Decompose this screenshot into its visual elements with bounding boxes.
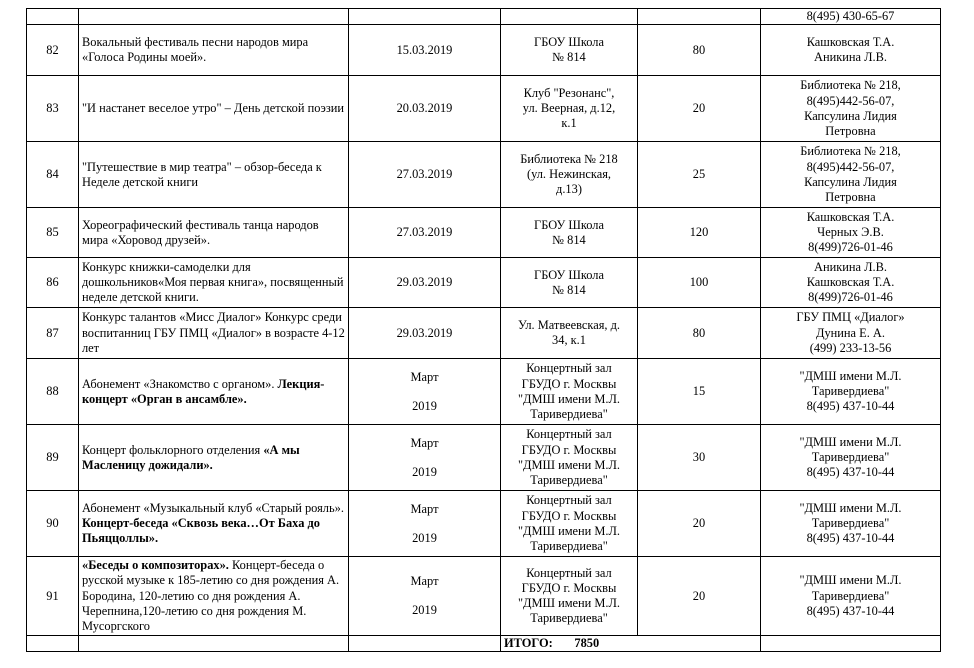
cell-responsible bbox=[761, 258, 941, 308]
cell-place bbox=[501, 142, 638, 208]
name-segment: Лекция-концерт «Орган в ансамбле». bbox=[82, 376, 325, 406]
table-row bbox=[27, 76, 941, 142]
cell-line: № 814 bbox=[552, 50, 586, 65]
cell-line: "ДМШ имени М.Л. bbox=[517, 457, 621, 472]
cell-place bbox=[501, 25, 638, 76]
cell-date: 27.03.2019 bbox=[349, 208, 501, 258]
cell-responsible: 8(495) 430-65-67 bbox=[761, 9, 941, 25]
cell-line: ГБОУ Школа bbox=[534, 217, 604, 232]
cell-place bbox=[501, 76, 638, 142]
table-row bbox=[27, 258, 941, 308]
cell-line: 8(499)726-01-46 bbox=[808, 240, 893, 255]
table-row bbox=[27, 25, 941, 76]
cell-line: 8(495) 437-10-44 bbox=[806, 531, 895, 546]
cell-line: "ДМШ имени М.Л. bbox=[517, 596, 621, 611]
cell-count: 25 bbox=[638, 142, 761, 208]
cell-line: Таривердиева" bbox=[811, 450, 890, 465]
cell-count: 80 bbox=[638, 25, 761, 76]
name-segment: Концерт-беседа о русской музыке к 185-летию со дня рождения А. Бородина, 120-летию со дня рождения А. Черепнина,120-летию со дня рождения М. Мусоргского bbox=[82, 558, 340, 633]
table-row bbox=[27, 491, 941, 557]
cell-line: Таривердиева" bbox=[811, 384, 890, 399]
total-value: 7850 bbox=[574, 636, 600, 651]
cell-line: Петровна bbox=[825, 123, 876, 138]
cell-line: Петровна bbox=[825, 189, 876, 204]
cell-line: Кашковская Т.А. bbox=[806, 275, 895, 290]
cell-responsible bbox=[761, 308, 941, 359]
cell-num: 85 bbox=[27, 208, 79, 258]
cell-responsible bbox=[761, 76, 941, 142]
cell-line: Библиотека № 218 bbox=[520, 151, 618, 166]
cell-line: ГБОУ Школа bbox=[534, 267, 604, 282]
table-row bbox=[27, 208, 941, 258]
cell-line: ГБОУ Школа bbox=[534, 35, 604, 49]
cell-line: ГБУДО г. Москвы bbox=[521, 508, 617, 523]
cell-date: 29.03.2019 bbox=[349, 308, 501, 359]
cell-line: д.13) bbox=[556, 182, 582, 197]
table-row bbox=[27, 142, 941, 208]
cell-line: Капсулина Лидия bbox=[804, 108, 897, 123]
name-segment: «Беседы о композиторах». bbox=[82, 558, 229, 573]
cell-line: Клуб "Резонанс", bbox=[523, 85, 615, 100]
cell-line: Концертный зал bbox=[526, 361, 612, 376]
cell-line: 8(495) 437-10-44 bbox=[806, 399, 895, 414]
cell-count: 20 bbox=[638, 491, 761, 557]
date-year: 2019 bbox=[412, 464, 437, 479]
cell-num: 88 bbox=[27, 359, 79, 425]
cell-line: Таривердиева" bbox=[811, 588, 890, 603]
cell-date bbox=[349, 491, 501, 557]
name-segment: Хореографический фестиваль танца народов мира «Хоровод друзей». bbox=[82, 217, 319, 247]
cell-line: "ДМШ имени М.Л. bbox=[799, 434, 902, 449]
name-segment: Конкурс талантов «Мисс Диалог» Конкурс среди воспитанниц ГБУ ПМЦ «Диалог» в возрасте 4-12 лет bbox=[82, 310, 345, 355]
cell-line: Таривердиева" bbox=[530, 611, 608, 626]
cell-line: ГБУ ПМЦ «Диалог» bbox=[796, 310, 905, 325]
cell-line: к.1 bbox=[561, 116, 577, 131]
cell-line: Черных Э.В. bbox=[817, 225, 884, 240]
cell-line: 8(495) 437-10-44 bbox=[806, 603, 895, 618]
cell-date bbox=[349, 557, 501, 636]
cell-num: 82 bbox=[27, 25, 79, 76]
date-year: 2019 bbox=[412, 530, 437, 545]
cell-line: Концертный зал bbox=[526, 493, 612, 508]
cell-num: 86 bbox=[27, 258, 79, 308]
total-label: ИТОГО: bbox=[504, 636, 553, 651]
name-segment: Абонемент «Музыкальный клуб «Старый рояль». bbox=[82, 500, 344, 515]
cell-line: Концертный зал bbox=[526, 427, 612, 442]
name-segment: Конкурс книжки-самоделки для дошкольников«Моя первая книга», посвященный неделе детской книги. bbox=[82, 259, 344, 305]
cell-line: 34, к.1 bbox=[552, 333, 586, 348]
cell-line: 8(499)726-01-46 bbox=[808, 290, 893, 305]
cell-line: Таривердиева" bbox=[811, 516, 890, 531]
cell-date: 29.03.2019 bbox=[349, 258, 501, 308]
cell-date: 15.03.2019 bbox=[349, 25, 501, 76]
name-segment: Концерт фольклорного отделения bbox=[82, 442, 264, 457]
cell-count bbox=[638, 9, 761, 25]
cell-count: 20 bbox=[638, 557, 761, 636]
cell-line: Таривердиева" bbox=[530, 538, 608, 553]
cell-count: 120 bbox=[638, 208, 761, 258]
cell-line: 8(495)442-56-07, bbox=[806, 159, 895, 174]
cell-line: Капсулина Лидия bbox=[804, 174, 897, 189]
cell-date bbox=[349, 636, 501, 652]
cell-line: "ДМШ имени М.Л. bbox=[517, 391, 621, 406]
cell-line: "ДМШ имени М.Л. bbox=[799, 573, 902, 588]
table-row bbox=[27, 425, 941, 491]
table-row-total bbox=[27, 636, 941, 652]
cell-place bbox=[501, 359, 638, 425]
cell-line: Концертный зал bbox=[526, 565, 612, 580]
cell-num: 84 bbox=[27, 142, 79, 208]
cell-name bbox=[79, 636, 349, 652]
cell-line: Ул. Матвеевская, д. bbox=[517, 318, 621, 332]
cell-responsible bbox=[761, 208, 941, 258]
name-segment: "И настанет веселое утро" – День детской поэзии bbox=[82, 101, 345, 116]
cell-count: 20 bbox=[638, 76, 761, 142]
cell-place bbox=[501, 425, 638, 491]
cell-line: Кашковская Т.А. bbox=[806, 35, 895, 49]
date-month: Март bbox=[410, 574, 439, 588]
cell-place bbox=[501, 258, 638, 308]
cell-name bbox=[79, 359, 349, 425]
table-row bbox=[27, 557, 941, 636]
cell-place bbox=[501, 9, 638, 25]
cell-name bbox=[79, 491, 349, 557]
date-month: Март bbox=[410, 435, 439, 450]
name-segment: Концерт-беседа «Сквозь века…От Баха до Пьяццоллы». bbox=[82, 516, 320, 546]
cell-responsible bbox=[761, 636, 941, 652]
cell-line: (499) 233-13-56 bbox=[809, 340, 892, 355]
cell-responsible bbox=[761, 142, 941, 208]
cell-line: ГБУДО г. Москвы bbox=[521, 442, 617, 457]
cell-line: "ДМШ имени М.Л. bbox=[517, 523, 621, 538]
date-month: Март bbox=[410, 369, 439, 384]
cell-responsible bbox=[761, 359, 941, 425]
cell-count: 30 bbox=[638, 425, 761, 491]
cell-responsible bbox=[761, 491, 941, 557]
cell-line: Аникина Л.В. bbox=[814, 259, 887, 274]
cell-name bbox=[79, 25, 349, 76]
cell-name bbox=[79, 258, 349, 308]
name-segment: Абонемент «Знакомство с органом». bbox=[82, 376, 278, 391]
cell-line: Библиотека № 218, bbox=[800, 144, 901, 159]
date-year: 2019 bbox=[412, 603, 437, 618]
cell-line: Аникина Л.В. bbox=[814, 50, 887, 65]
cell-line: ул. Веерная, д.12, bbox=[522, 101, 616, 116]
cell-count: 100 bbox=[638, 258, 761, 308]
cell-line: (ул. Нежинская, bbox=[526, 167, 612, 182]
cell-name bbox=[79, 76, 349, 142]
cell-name bbox=[79, 9, 349, 25]
cell-date: 27.03.2019 bbox=[349, 142, 501, 208]
cell-num bbox=[27, 9, 79, 25]
events-table bbox=[26, 8, 941, 652]
cell-line: № 814 bbox=[552, 282, 586, 297]
cell-date bbox=[349, 425, 501, 491]
cell-line: Кашковская Т.А. bbox=[806, 209, 895, 224]
cell-name bbox=[79, 308, 349, 359]
cell-line: Библиотека № 218, bbox=[800, 78, 901, 93]
cell-place bbox=[501, 491, 638, 557]
name-segment: Вокальный фестиваль песни народов мира «Голоса Родины моей». bbox=[82, 35, 309, 65]
table-row bbox=[27, 308, 941, 359]
cell-date: 20.03.2019 bbox=[349, 76, 501, 142]
cell-place bbox=[501, 208, 638, 258]
total-cell bbox=[501, 636, 761, 652]
cell-place bbox=[501, 308, 638, 359]
cell-name bbox=[79, 425, 349, 491]
cell-line: № 814 bbox=[552, 232, 586, 247]
cell-line: 8(495)442-56-07, bbox=[806, 93, 895, 108]
cell-line: 8(495) 437-10-44 bbox=[806, 465, 895, 480]
cell-name bbox=[79, 208, 349, 258]
cell-count: 80 bbox=[638, 308, 761, 359]
cell-responsible bbox=[761, 557, 941, 636]
cell-line: "ДМШ имени М.Л. bbox=[799, 368, 902, 383]
cell-num: 90 bbox=[27, 491, 79, 557]
cell-num: 89 bbox=[27, 425, 79, 491]
cell-date bbox=[349, 9, 501, 25]
cell-line: Дунина Е. А. bbox=[816, 325, 885, 340]
cell-line: ГБУДО г. Москвы bbox=[521, 376, 617, 391]
cell-line: Таривердиева" bbox=[530, 406, 608, 421]
cell-line: Таривердиева" bbox=[530, 472, 608, 487]
name-segment: "Путешествие в мир театра" – обзор-беседа к Неделе детской книги bbox=[82, 159, 322, 189]
cell-name bbox=[79, 142, 349, 208]
cell-place bbox=[501, 557, 638, 636]
cell-num: 87 bbox=[27, 308, 79, 359]
cell-line: "ДМШ имени М.Л. bbox=[799, 500, 902, 515]
date-year: 2019 bbox=[412, 398, 437, 413]
cell-num bbox=[27, 636, 79, 652]
name-segment: «А мы Масленицу дожидали». bbox=[82, 442, 300, 472]
table-row-top bbox=[27, 9, 941, 25]
date-month: Март bbox=[410, 501, 439, 516]
cell-num: 83 bbox=[27, 76, 79, 142]
cell-date bbox=[349, 359, 501, 425]
cell-count: 15 bbox=[638, 359, 761, 425]
cell-responsible bbox=[761, 25, 941, 76]
cell-name bbox=[79, 557, 349, 636]
cell-line: ГБУДО г. Москвы bbox=[521, 581, 617, 595]
table-row bbox=[27, 359, 941, 425]
cell-num: 91 bbox=[27, 557, 79, 636]
cell-responsible bbox=[761, 425, 941, 491]
